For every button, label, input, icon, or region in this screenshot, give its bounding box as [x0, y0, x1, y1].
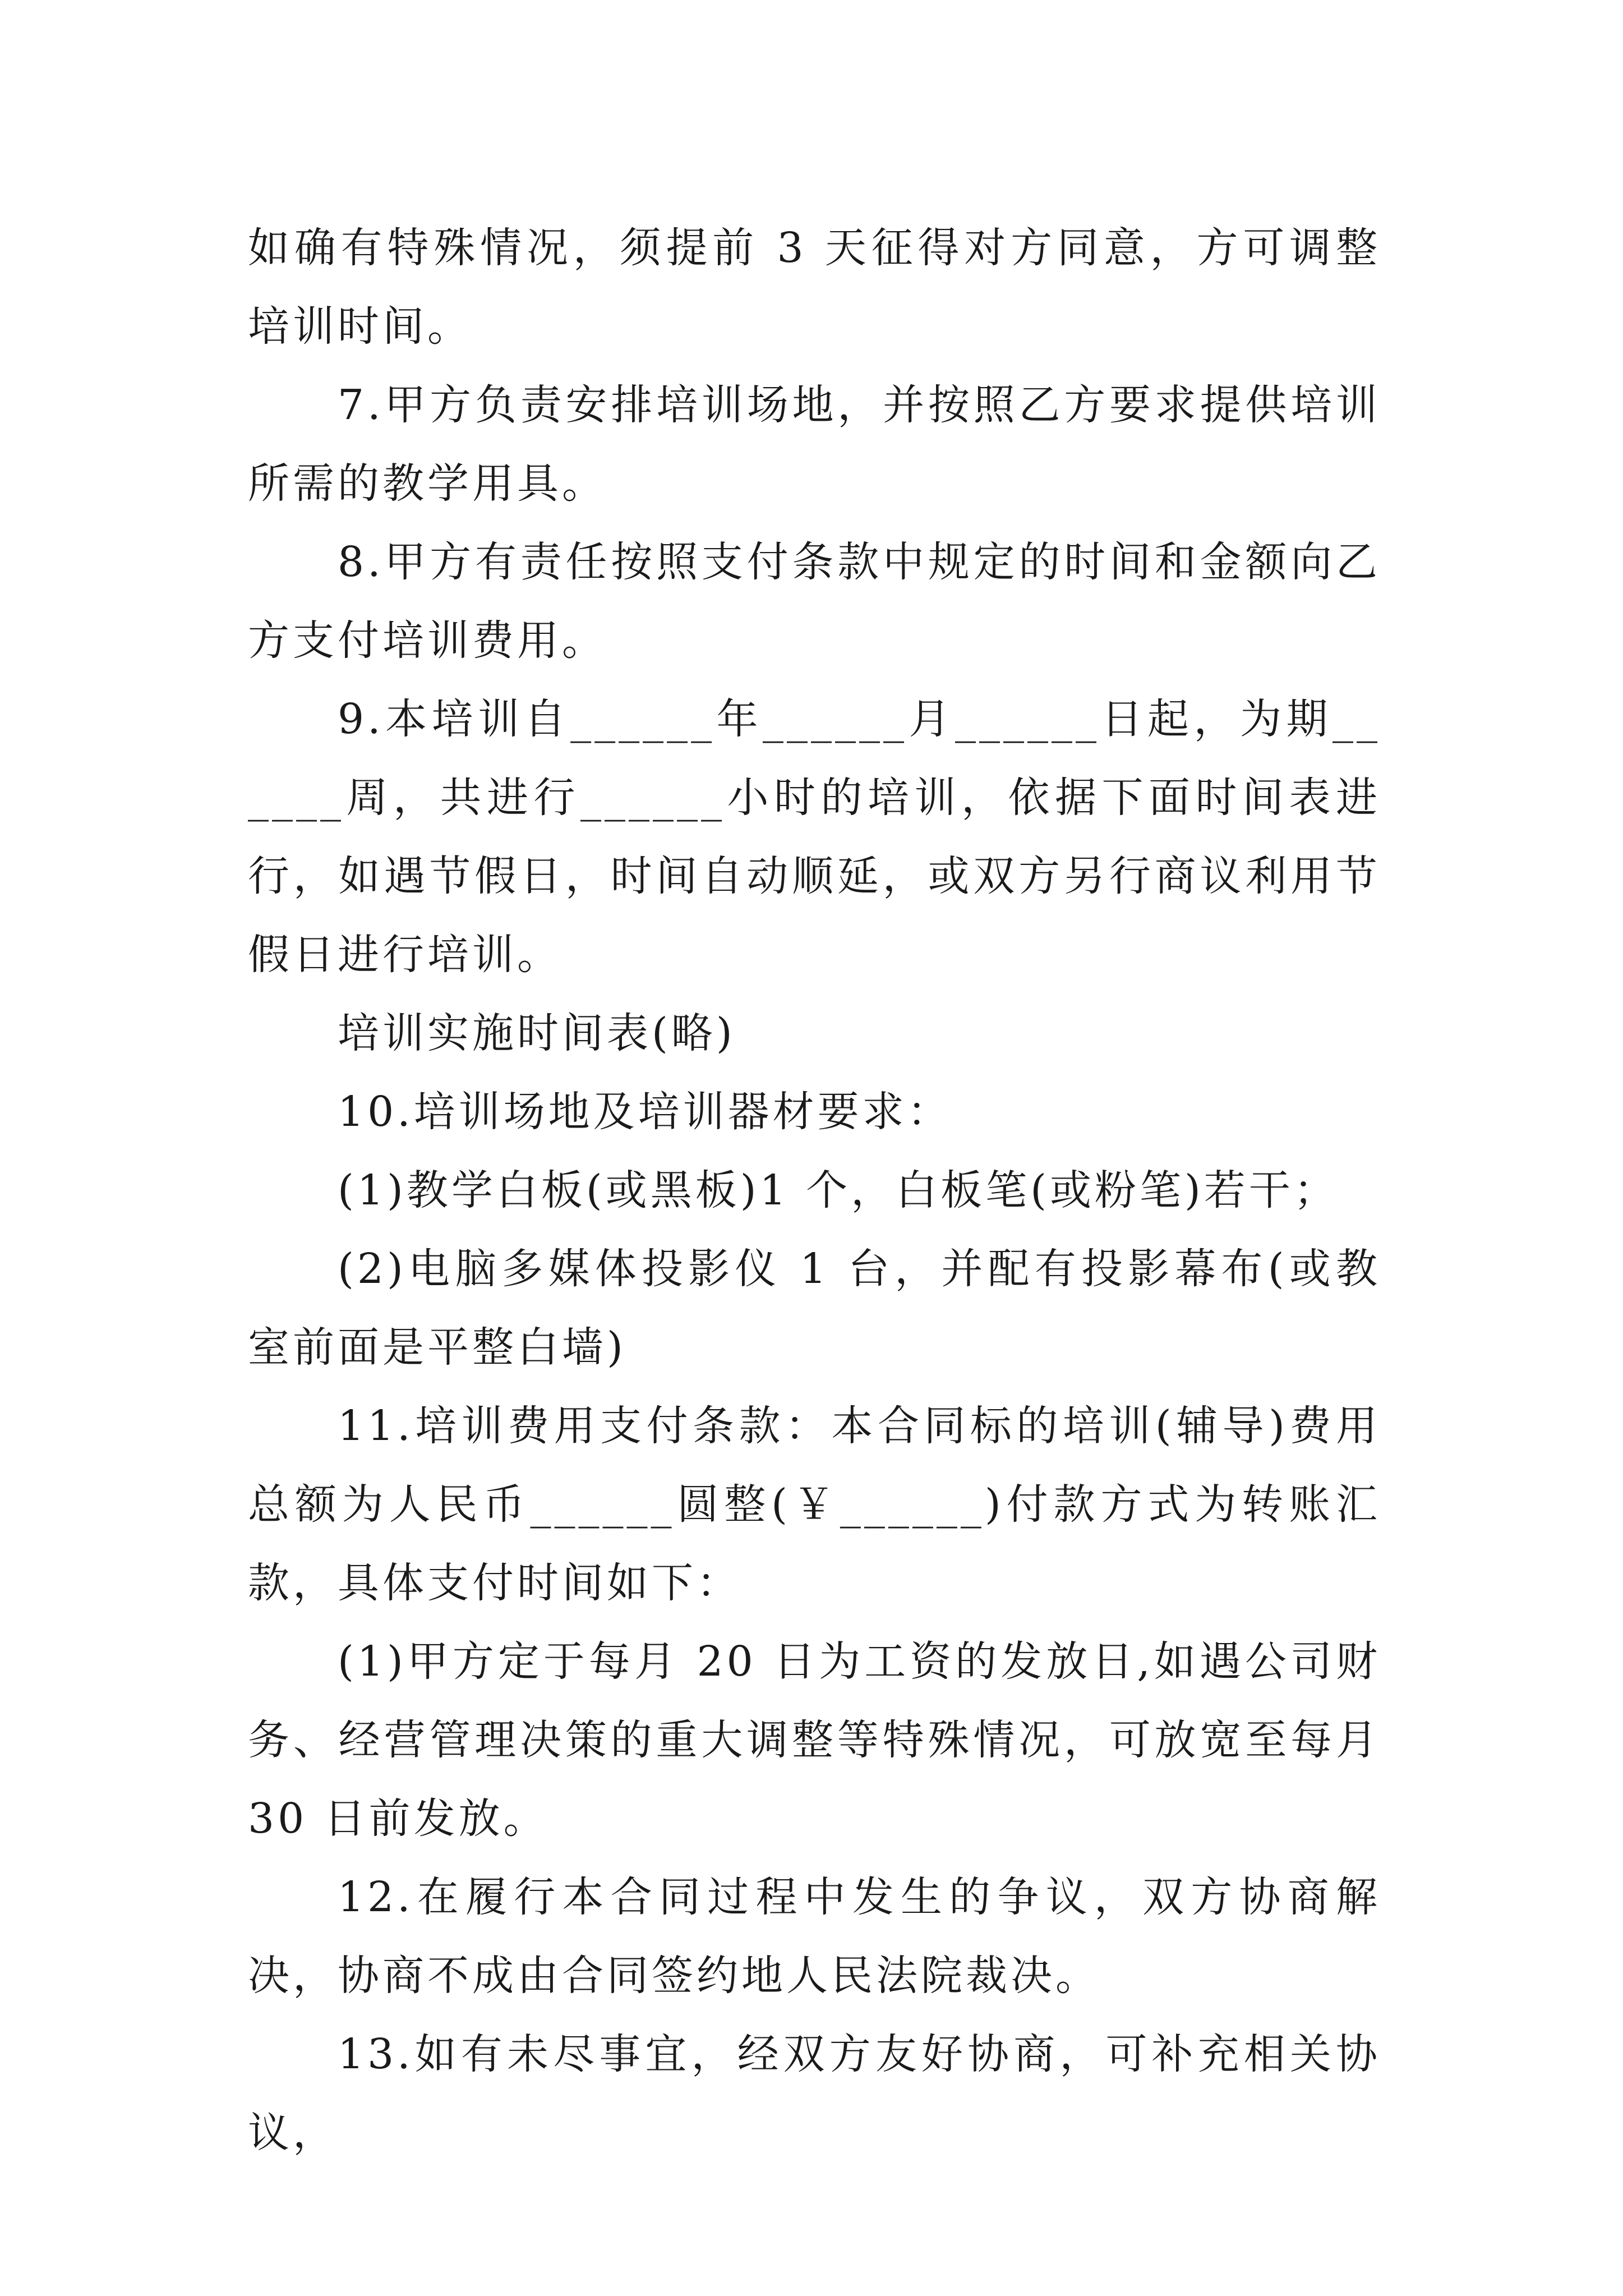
paragraph-schedule: 培训实施时间表(略) — [338, 1009, 736, 1057]
document-body — [248, 209, 1381, 2172]
paragraph-clause-10-2: (2)电脑多媒体投影仪 1 台，并配有投影幕布(或教室前面是平整白墙) — [248, 1245, 1381, 1372]
paragraph-special-case: 如确有特殊情况，须提前 3 天征得对方同意，方可调整培训时间。 — [248, 224, 1381, 351]
paragraph-clause-9: 9.本培训自______年______月______日起，为期______周，共进行______小时的培训，依据下面时间表进行，如遇节假日，时间自动顺延，或双方另行商议利用节假日进行培训。 — [248, 695, 1381, 979]
paragraph-clause-11-1: (1)甲方定于每月 20 日为工资的发放日,如遇公司财务、经营管理决策的重大调整等特殊情况，可放宽至每月 30 日前发放。 — [248, 1637, 1381, 1843]
paragraph-clause-8: 8.甲方有责任按照支付条款中规定的时间和金额向乙方支付培训费用。 — [248, 538, 1381, 665]
paragraph-clause-10-1: (1)教学白板(或黑板)1 个，白板笔(或粉笔)若干； — [338, 1166, 1339, 1214]
paragraph-clause-11: 11.培训费用支付条款：本合同标的培训(辅导)费用总额为人民币______圆整(￥______)付款方式为转账汇款，具体支付时间如下： — [248, 1402, 1381, 1607]
paragraph-clause-7: 7.甲方负责安排培训场地，并按照乙方要求提供培训所需的教学用具。 — [248, 381, 1381, 508]
paragraph-clause-13: 13.如有未尽事宜，经双方友好协商，可补充相关协议， — [248, 2030, 1381, 2157]
paragraph-clause-10: 10.培训场地及培训器材要求： — [338, 1088, 952, 1136]
paragraph-clause-12: 12.在履行本合同过程中发生的争议，双方协商解决，协商不成由合同签约地人民法院裁决。 — [248, 1873, 1381, 2000]
